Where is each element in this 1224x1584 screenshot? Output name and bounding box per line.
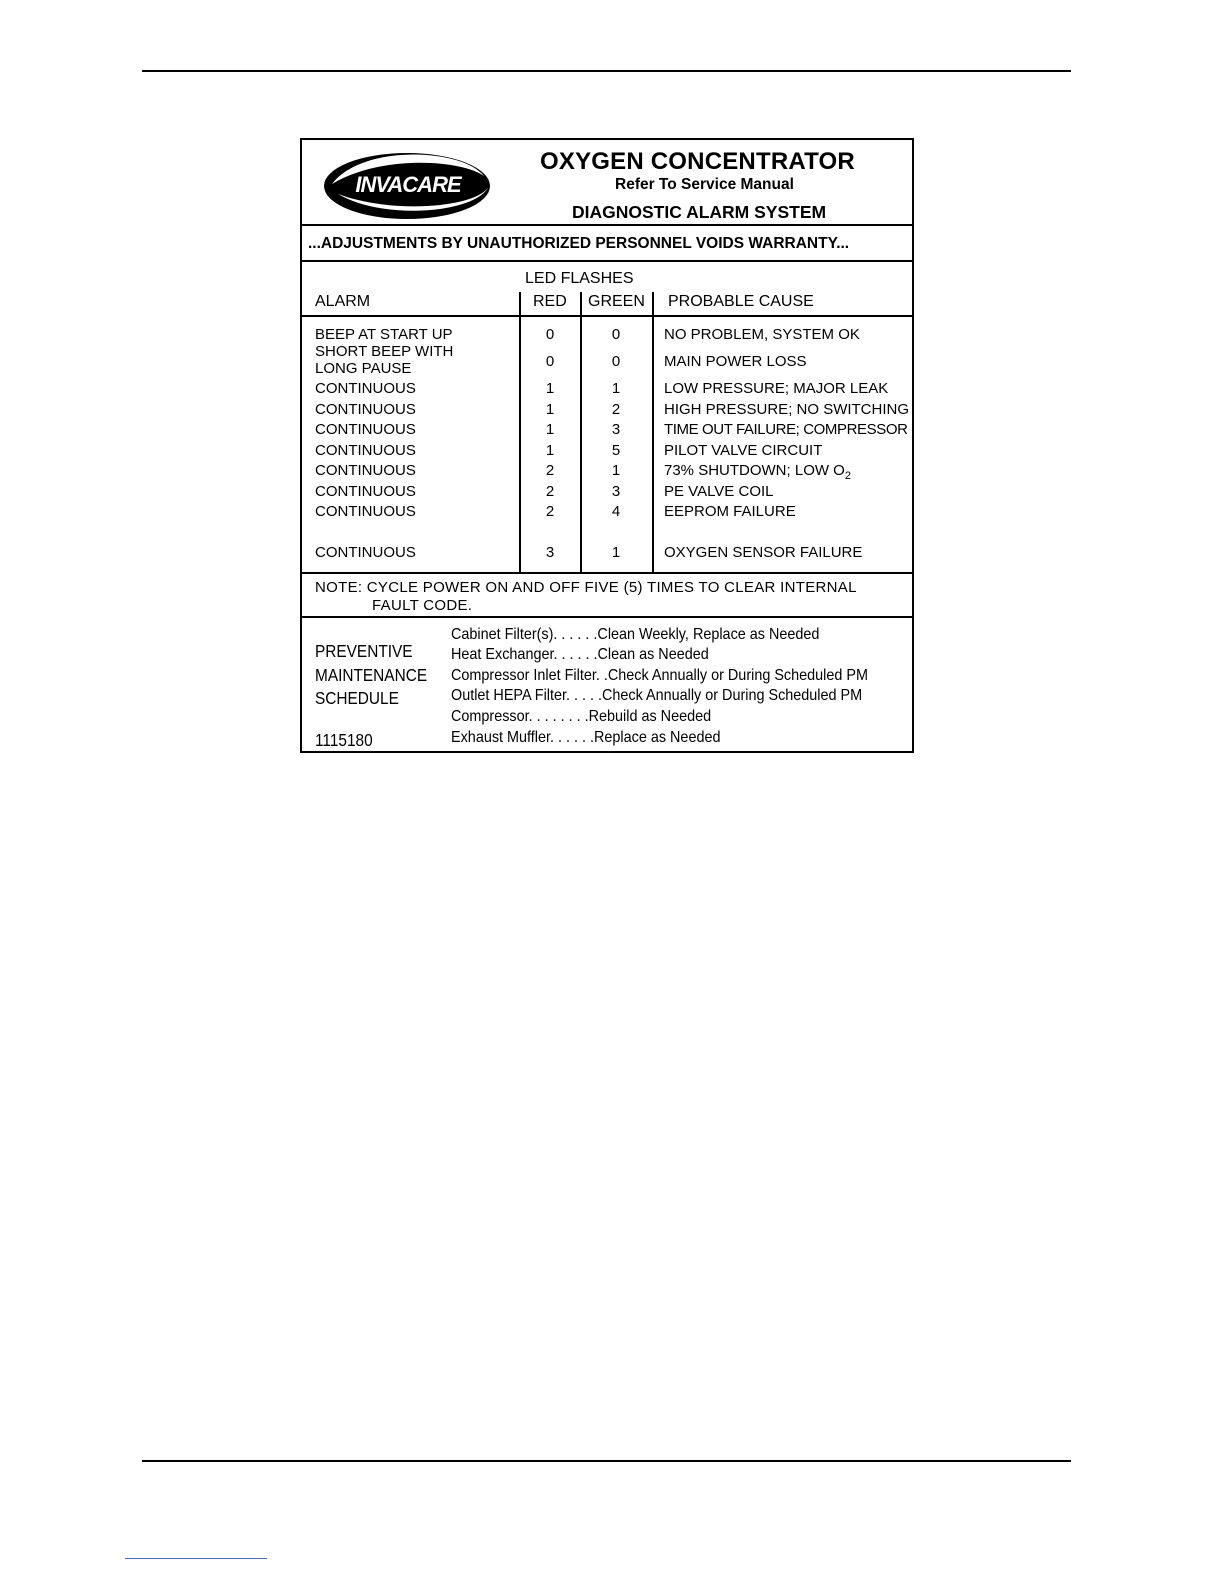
alarm-cell: CONTINUOUS [315, 462, 416, 479]
alarm-cell-line2: LONG PAUSE [315, 360, 412, 377]
label-subtitle: Refer To Service Manual [615, 176, 794, 193]
part-number: 1115180 [315, 730, 373, 750]
alarm-cell: CONTINUOUS [315, 503, 416, 520]
red-cell: 0 [545, 326, 555, 343]
red-cell: 2 [545, 483, 555, 500]
maintenance-item: Heat Exchanger. . . . . .Clean as Needed [451, 646, 709, 663]
green-cell: 2 [611, 401, 621, 418]
alarm-cell: CONTINUOUS [315, 380, 416, 397]
divider [302, 315, 912, 317]
green-cell: 3 [611, 421, 621, 438]
alarm-cell: CONTINUOUS [315, 401, 416, 418]
alarm-cell: CONTINUOUS [315, 483, 416, 500]
green-cell: 0 [611, 353, 621, 370]
red-cell: 3 [545, 544, 555, 561]
red-cell: 1 [545, 421, 555, 438]
column-divider [652, 292, 654, 573]
invacare-logo [322, 148, 492, 220]
column-divider [580, 292, 582, 573]
cause-cell: PILOT VALVE CIRCUIT [664, 442, 823, 459]
cause-cell: MAIN POWER LOSS [664, 353, 807, 370]
note-line-2: FAULT CODE. [372, 597, 473, 614]
svg-text:INVACARE: INVACARE [355, 172, 461, 197]
alarm-cell: CONTINUOUS [315, 544, 416, 561]
maintenance-label: PREVENTIVE [315, 641, 413, 661]
column-divider [519, 292, 521, 573]
cause-cell: NO PROBLEM, SYSTEM OK [664, 326, 860, 343]
footer-rule [142, 1460, 1071, 1462]
red-cell: 0 [545, 353, 555, 370]
green-cell: 1 [611, 544, 621, 561]
divider [302, 260, 912, 262]
footer-link-underline [125, 1558, 267, 1559]
alarm-cell: CONTINUOUS [315, 421, 416, 438]
maintenance-label: MAINTENANCE [315, 665, 428, 685]
alarm-cell: BEEP AT START UP [315, 326, 453, 343]
label-title: OXYGEN CONCENTRATOR [540, 148, 855, 175]
cause-cell: HIGH PRESSURE; NO SWITCHING [664, 401, 910, 418]
alarm-cell: CONTINUOUS [315, 442, 416, 459]
cause-cell: TIME OUT FAILURE; COMPRESSOR [664, 421, 908, 438]
cause-cell: 73% SHUTDOWN; LOW $O_2$ [664, 462, 851, 482]
green-cell: 4 [611, 503, 621, 520]
cause-cell: LOW PRESSURE; MAJOR LEAK [664, 380, 889, 397]
subscript: 2 [844, 470, 851, 482]
note-line-1: NOTE: CYCLE POWER ON AND OFF FIVE (5) TIMES TO CLEAR INTERNAL [315, 579, 857, 596]
led-flashes-header: LED FLASHES [525, 270, 634, 287]
maintenance-item: Cabinet Filter(s). . . . . .Clean Weekly, Replace as Needed [451, 626, 820, 643]
maintenance-item: Compressor. . . . . . . .Rebuild as Needed [451, 708, 712, 725]
divider [302, 616, 912, 618]
green-cell: 1 [611, 462, 621, 479]
divider [302, 224, 912, 226]
alarm-cell: SHORT BEEP WITH [315, 343, 454, 360]
red-column-header: RED [533, 293, 567, 310]
red-cell: 1 [545, 380, 555, 397]
maintenance-label: SCHEDULE [315, 688, 399, 708]
green-cell: 3 [611, 483, 621, 500]
red-cell: 2 [545, 462, 555, 479]
header-rule [142, 70, 1071, 72]
alarm-column-header: ALARM [315, 293, 371, 310]
maintenance-item: Exhaust Muffler. . . . . .Replace as Needed [451, 729, 721, 746]
cause-cell: EEPROM FAILURE [664, 503, 796, 520]
green-cell: 5 [611, 442, 621, 459]
red-cell: 1 [545, 401, 555, 418]
green-cell: 0 [611, 326, 621, 343]
system-name: DIAGNOSTIC ALARM SYSTEM [572, 202, 827, 222]
warranty-warning: ...ADJUSTMENTS BY UNAUTHORIZED PERSONNEL VOIDS WARRANTY... [308, 235, 850, 252]
red-cell: 1 [545, 442, 555, 459]
cause-column-header: PROBABLE CAUSE [668, 293, 814, 310]
divider [302, 572, 912, 574]
cause-cell: OXYGEN SENSOR FAILURE [664, 544, 863, 561]
green-column-header: GREEN [588, 293, 645, 310]
green-cell: 1 [611, 380, 621, 397]
maintenance-item: Outlet HEPA Filter. . . . .Check Annually or During Scheduled PM [451, 687, 863, 704]
red-cell: 2 [545, 503, 555, 520]
diagnostic-label [300, 138, 914, 753]
maintenance-item: Compressor Inlet Filter. .Check Annually or During Scheduled PM [451, 667, 868, 684]
cause-cell: PE VALVE COIL [664, 483, 774, 500]
